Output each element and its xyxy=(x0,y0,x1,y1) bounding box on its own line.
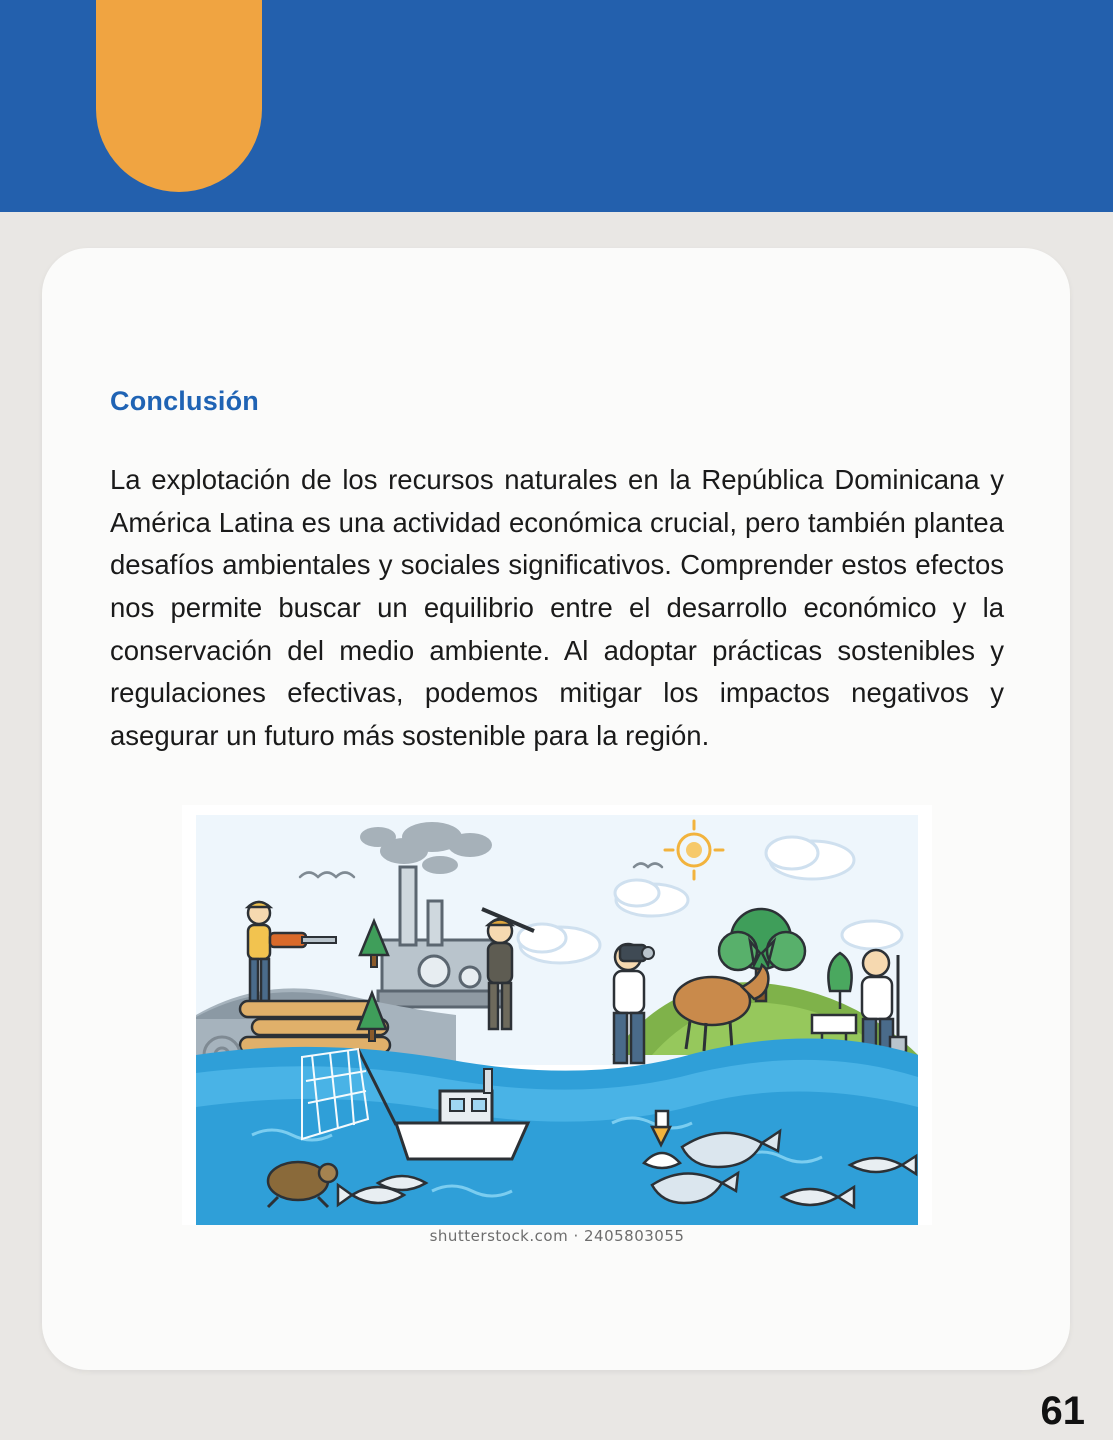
page-number: 61 xyxy=(1040,1389,1085,1433)
orange-rounded-tab xyxy=(96,0,262,192)
conclusion-paragraph: La explotación de los recursos naturales en la República Dominicana y América Latina es una actividad económica crucial, pero también plantea desafíos ambientales y sociales significativos. Comprender estos efectos nos permite buscar un equilibrio entre el desarrollo económico y la conservación del medio ambiente. Al adoptar prácticas sostenibles y regulaciones efectivas, podemos mitigar los impactos negativos y asegurar un futuro más sostenible para la región. xyxy=(110,464,1004,751)
page-content xyxy=(68,386,1046,1245)
page-card xyxy=(42,248,1070,1370)
figure xyxy=(182,805,932,1245)
top-banner xyxy=(0,0,1113,212)
page-title: Conclusión xyxy=(110,386,259,416)
natural-resources-illustration xyxy=(182,805,932,1225)
image-credit: shutterstock.com · 2405803055 xyxy=(429,1227,685,1246)
